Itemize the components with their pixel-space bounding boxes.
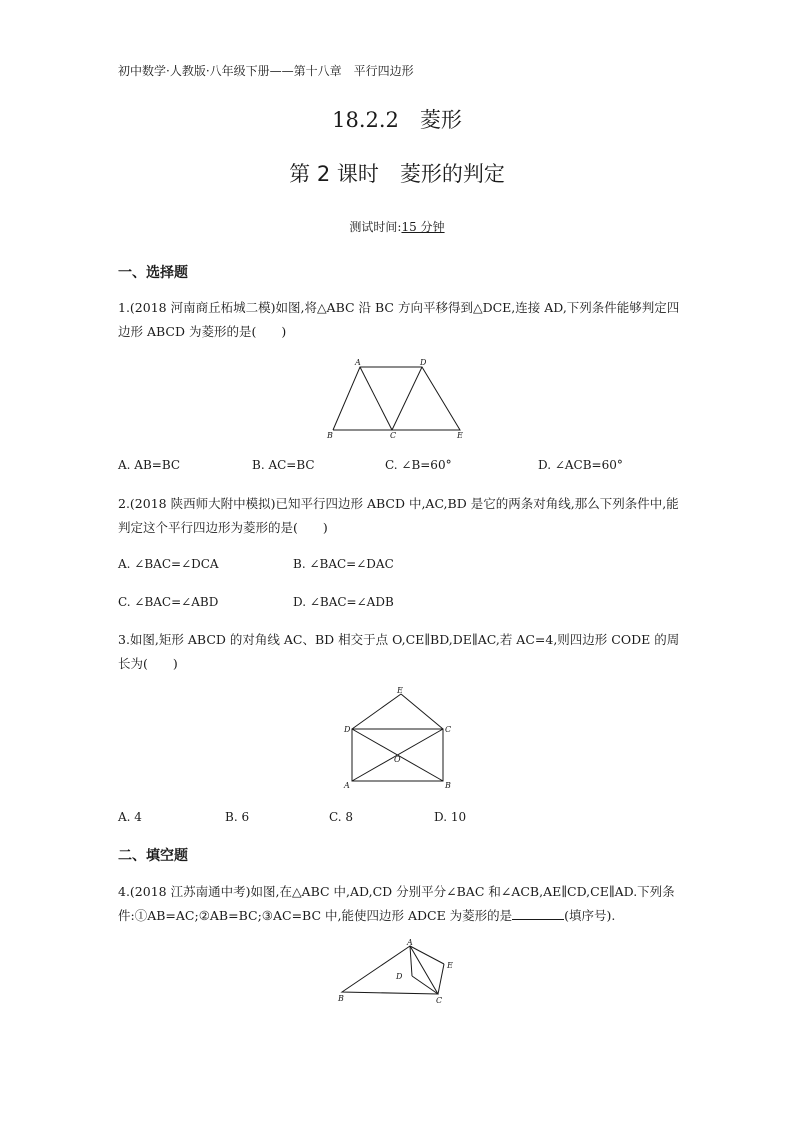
q1-option-c: C. ∠B=60°	[385, 458, 452, 472]
test-time-label: 测试时间:	[349, 220, 402, 234]
q1-label-e: E	[457, 431, 463, 440]
q3-label-a: A	[344, 781, 350, 790]
question-1-figure	[320, 356, 480, 442]
q3-label-e: E	[397, 686, 403, 695]
q3-segment-de	[352, 694, 401, 729]
q1-segment-ac	[360, 367, 392, 430]
q4-segment-ec	[438, 964, 444, 994]
question-2-text: 2.(2018 陕西师大附中模拟)已知平行四边形 ABCD 中,AC,BD 是它的两条对角线,那么下列条件中,能判定这个平行四边形为菱形的是( )	[118, 496, 679, 535]
q2-option-c: C. ∠BAC=∠ABD	[118, 595, 219, 609]
question-4-text	[118, 880, 680, 928]
q1-option-a: A. AB=BC	[118, 458, 181, 472]
q4-answer-blank	[512, 907, 564, 920]
question-3-figure	[335, 684, 465, 794]
question-1-text: 1.(2018 河南商丘柘城二模)如图,将△ABC 沿 BC 方向平移得到△DCE,连接 AD,下列条件能够判定四边形 ABCD 为菱形的是( )	[118, 300, 680, 339]
q4-label-d: D	[396, 972, 403, 981]
q3-option-d: D. 10	[434, 810, 467, 824]
section-title: 18.2.2 菱形	[332, 108, 462, 132]
section-fill-title: 二、填空题	[118, 848, 188, 864]
q2-option-b: B. ∠BAC=∠DAC	[293, 557, 394, 571]
q3-label-b: B	[445, 781, 451, 790]
q1-segment-dc	[392, 367, 422, 430]
q4-text-after: (填序号).	[564, 908, 616, 923]
q4-label-a: A	[407, 938, 413, 947]
q3-option-c: C. 8	[329, 810, 354, 824]
page-header: 初中数学·人教版·八年级下册——第十八章 平行四边形	[118, 64, 414, 78]
q3-label-d: D	[344, 725, 351, 734]
q4-label-c: C	[436, 996, 443, 1005]
q4-label-b: B	[338, 994, 344, 1003]
q1-label-c: C	[390, 431, 397, 440]
q3-option-a: A. 4	[118, 810, 142, 824]
q3-label-c: C	[445, 725, 452, 734]
q1-label-b: B	[327, 431, 333, 440]
q2-option-a: A. ∠BAC=∠DCA	[118, 557, 219, 571]
q1-option-d: D. ∠ACB=60°	[538, 458, 623, 472]
q3-label-o: O	[394, 755, 401, 764]
q2-option-d: D. ∠BAC=∠ADB	[293, 595, 394, 609]
q1-option-b: B. AC=BC	[252, 458, 315, 472]
q3-segment-ce	[401, 694, 443, 729]
lesson-title: 第 2 课时 菱形的判定	[289, 162, 505, 186]
q3-option-b: B. 6	[225, 810, 250, 824]
q1-label-d: D	[420, 358, 427, 367]
test-time	[0, 218, 794, 235]
q4-text-before: 4.(2018 江苏南通中考)如图,在△ABC 中,AD,CD 分别平分∠BAC 和∠ACB,AE∥CD,CE∥AD.下列条件:①AB=AC;②AB=BC;③AC=BC 中,能使四边形 ADCE 为菱形的是	[118, 884, 675, 923]
q1-label-a: A	[355, 358, 361, 367]
q4-segment-ad	[410, 946, 412, 976]
question-4-figure	[332, 936, 467, 1008]
section-choice-title: 一、选择题	[118, 265, 188, 281]
q4-label-e: E	[447, 961, 453, 970]
q4-segment-dc	[412, 976, 438, 994]
question-3-text: 3.如图,矩形 ABCD 的对角线 AC、BD 相交于点 O,CE∥BD,DE∥AC,若 AC=4,则四边形 CODE 的周长为( )	[118, 632, 680, 671]
test-time-value: 15 分钟	[401, 220, 445, 234]
